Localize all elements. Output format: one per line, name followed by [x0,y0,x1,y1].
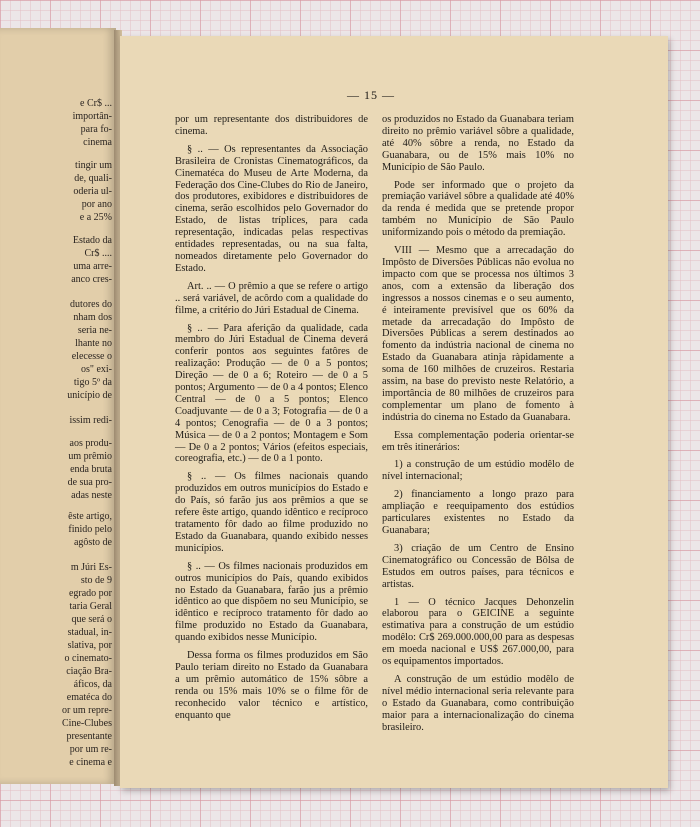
left-page-line: dutores do [70,299,112,310]
paragraph: os produzidos no Estado da Guanabara teriam direito no prêmio variável sôbre a qualidade, até 40% sôbre a renda, no Estado da Guanabara, ou de 15% mais 10% no Município de São Paulo. [382,114,574,173]
left-page-line: e a 25% [79,212,112,223]
page-number: — 15 — [347,88,395,102]
left-page-line: Estado da [72,235,112,246]
left-page-line: egrado por [68,588,112,599]
paragraph: A construção de um estúdio modêlo de nível médio internacional seria relevante para o Estado da Guanabara, como contribuição maior para a internacionalização do cinema brasileiro. [382,673,574,733]
list-item: 2) financiamento a longo prazo para ampliação e reequipamento dos estúdios particulares existentes no Estado da Guanabara; [382,489,574,536]
right-page [120,36,668,788]
paragraph: § .. — Os filmes nacionais quando produzidos em outros municípios do Estado e do País, só farão jus aos prêmios a que se refere êste artigo, quando idêntico e recíproco tratamento fôr dado ao filme produzido no Estado da Guanabara, quando exibido nesses municípios. [175,471,368,554]
left-page-line: finido pelo [68,524,112,535]
paragraph: Dessa forma os filmes produzidos em São Paulo teriam direito no Estado da Guanabara a um prêmio automático de 15% sôbre a renda ou 15% mais 10% se o filme fôr de reconhecido valor técnico e artístico, enquanto que [175,650,368,721]
paragraph: Essa complementação poderia orientar-se em três itinerários: [382,429,574,453]
left-page-line: de sua pro- [67,477,112,488]
left-page-line: sto de 9 [80,575,112,586]
left-page-line: elecesse o [71,351,112,362]
left-page-line: presentante [66,731,112,742]
left-page-line: agôsto de [73,537,112,548]
left-page-line: unicípio de [67,390,112,401]
text-column-right [382,114,574,740]
left-page-line: êste artigo, [68,511,112,522]
paragraph: VIII — Mesmo que a arrecadação do Impôsto de Diversões Públicas não evolua no impacto com que se processa nos últimos 3 anos, com a extensão da liberação dos ingressos a nossos cinemas e o seu aumento, é inteiramente previsível que os 60% da metade da arrecadação do Impôsto de Diversões Públicas a serem destinados ao fomento da indústria nacional de cinema no Estado da Guanabara atinja ràpidamente a soma de 160 milhões de cruzeiros. Restaria assim, na base do previsto neste Relatório, a importância de 80 milhões de cruzeiros para complementar um plano de fomento à indústria do cinema no Estado da Guanabara. [382,245,574,423]
left-page-line: por um re- [69,744,112,755]
left-page-line: Cr$ .... [84,248,112,259]
left-page-line: lhante no [75,338,112,349]
list-item: 3) criação de um Centro de Ensino Cinematográfico ou Concessão de Bôlsa de Estudos em outros países, para técnicos e artistas. [382,542,574,590]
left-page-line: slativa, por [67,640,112,651]
left-page-line: anco cres- [71,274,112,285]
paragraph: por um representante dos distribuidores de cinema. [175,114,368,137]
left-page-line: tigo 5º da [73,377,112,388]
left-page-line: issim redi- [69,415,112,426]
left-page-line: oderia ul- [73,186,112,197]
paragraph: § .. — Para aferição da qualidade, cada membro do Júri Estadual de Cinema deverá conferir pontos aos seguintes fatôres de realização: Produção — de 0 a 5 pontos; Direção — de 0 a 6; Roteiro — de 0 a 5 pontos; Argumento — de 0 a 4 pontos; Elenco Central — de 0 a 5 pontos; Elenco Coadjuvante — de 0 a 3; Fotografia — de 0 a 4 pontos; Cenografia — de 0 a 3 pontos; Música — de 0 a 2 pontos; Montagem e Som — De 0 a 2 pontos; Vários (efeitos especiais, coreografia, etc.) — de 0 a 1 ponto. [175,322,368,465]
left-page-line: áficos, da [73,679,112,690]
paragraph: § .. — Os representantes da Associação Brasileira de Cronistas Cinematográficos, da Cinematéca do Museu de Arte Moderna, da Federação dos Cine-Clubes do Rio de Janeiro, dos produtores, exibidores e distribuidores de cinema, serão escolhidos pelo Governador do Estado, de listas tríplices, para cada representação, indicadas pelas respectivas entidades representadas, ou na sua falta, nomeados diretamente pelo Governador do Estado. [175,143,368,274]
left-page-line: nham dos [73,312,112,323]
left-page-line: enda bruta [70,464,112,475]
left-page-line: e cinema e [69,757,112,768]
left-page-line: m Júri Es- [70,562,112,573]
left-page-line: adas neste [71,490,112,501]
left-page-line: por ano [81,199,112,210]
paragraph: Art. .. — O prêmio a que se refere o artigo .. será variável, de acôrdo com a qualidade do filme, a critério do Júri Estadual de Cinema. [175,280,368,316]
left-page-line: Cine-Clubes [62,718,112,729]
left-page-line: ematéca do [66,692,112,703]
paragraph: Pode ser informado que o projeto da premiação variável sôbre a qualidade até 40% da renda é medida que se pretende propor também no Município de São Paulo uniformizando pois o método da premiação. [382,179,574,239]
left-page-line: e Cr$ ... [80,98,112,109]
left-page-line: um prêmio [68,451,112,462]
list-item: 1) a construção de um estúdio modêlo de nível internacional; [382,459,574,483]
left-page-line: importân- [72,111,112,122]
left-page [0,28,116,784]
left-page-line: stadual, in- [67,627,112,638]
paragraph: 1 — O técnico Jacques Dehonzelin elaborou para o GEICINE a seguinte estimativa para a construção de um estúdio modêlo: Cr$ 269.000.000,00 para as despesas em moeda nacional e US$ 267.000,00, para os equipamentos importados. [382,596,574,668]
left-page-line: o cinemato- [64,653,112,664]
left-page-line: taria Geral [69,601,112,612]
left-page-line: cinema [83,137,112,148]
left-page-line: de, quali- [74,173,112,184]
left-page-line: os" exi- [80,364,112,375]
left-page-line: para fo- [80,124,112,135]
left-page-line: uma arre- [73,261,112,272]
text-column-left [175,114,368,728]
left-page-line: tingir um [75,160,112,171]
paragraph: § .. — Os filmes nacionais produzidos em outros municípios do País, quando exibidos no Estado da Guanabara, farão jus a prêmio idêntico ao que dispõem no seu Município, se idêntico e recíproco tratamento fôr dado ao filme produzido no Estado da Guanabara, quando exibidos nesse Município. [175,560,368,644]
left-page-line: aos produ- [69,438,112,449]
left-page-line: seria ne- [77,325,112,336]
left-page-line: or um repre- [62,705,112,716]
left-page-line: que será o [71,614,112,625]
left-page-line: ciação Bra- [66,666,112,677]
